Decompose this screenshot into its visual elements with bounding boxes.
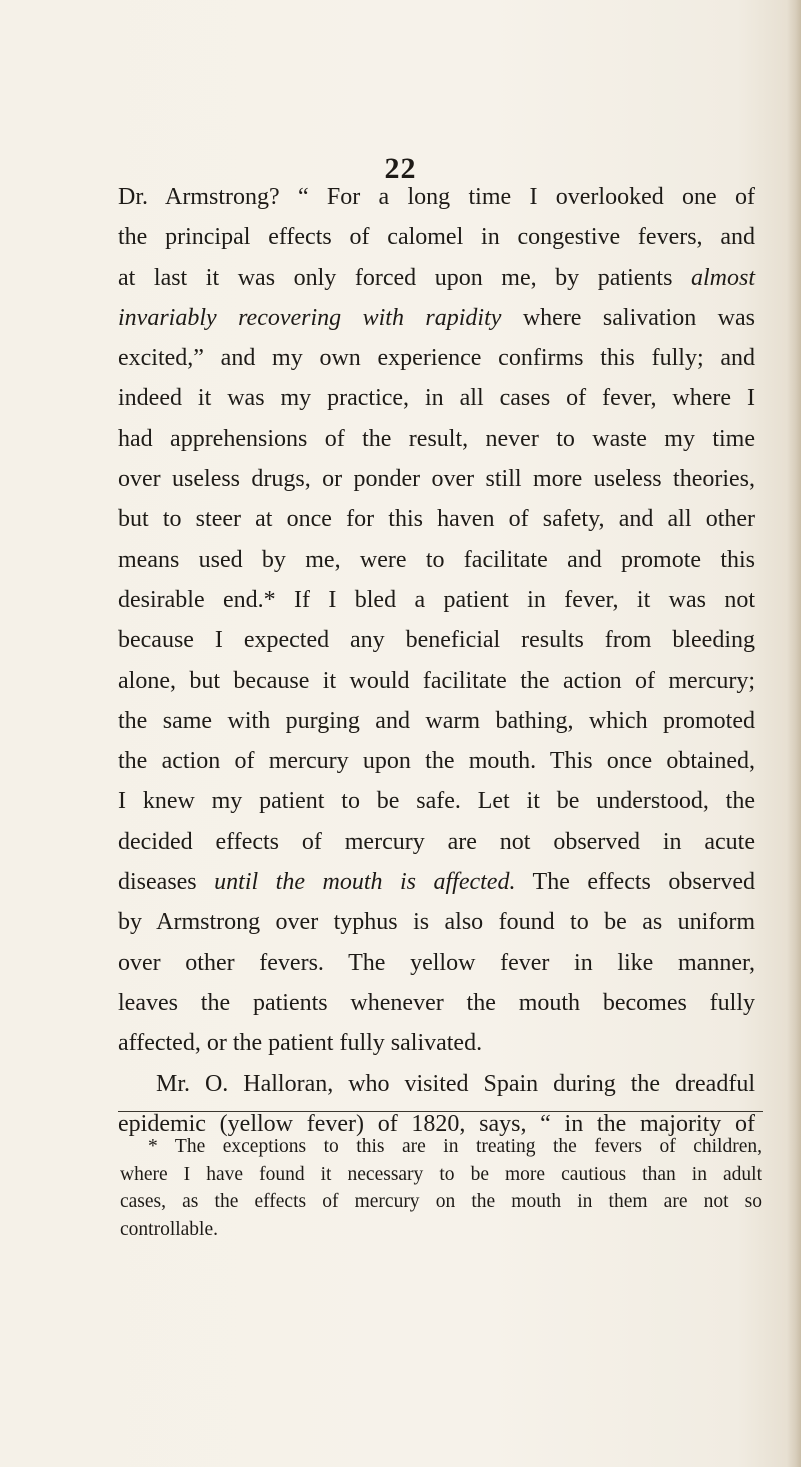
- text-line: [118, 822, 755, 862]
- text-line: [118, 419, 755, 459]
- text-segment: Mr. O. Halloran, who visited Spain during the dreadful: [156, 1070, 755, 1097]
- page-number: 22: [384, 152, 417, 185]
- footnote-line: controllable.: [120, 1218, 219, 1240]
- footnote-line: where I have found it necessary to be more cautious than in adult: [120, 1163, 762, 1185]
- page-edge-shadow: [787, 0, 801, 1467]
- italic-text: invariably recovering with rapidity: [118, 304, 502, 331]
- footnote: [120, 1133, 762, 1243]
- text-line: [118, 499, 755, 539]
- text-segment: leaves the patients whenever the mouth becomes fully: [118, 989, 755, 1016]
- text-segment: means used by me, were to facilitate and promote this: [118, 546, 755, 573]
- text-segment: but to steer at once for this haven of safety, and all other: [118, 506, 755, 533]
- text-segment: diseases: [118, 869, 215, 896]
- text-line: [118, 983, 755, 1023]
- text-segment: indeed it was my practice, in all cases of fever, where I: [118, 385, 755, 412]
- footnote-line: * The exceptions to this are in treating the fevers of children,: [148, 1136, 762, 1157]
- text-segment: I knew my patient to be safe. Let it be understood, the: [118, 788, 755, 815]
- text-segment: excited,” and my own experience confirms this fully; and: [118, 345, 755, 372]
- text-segment: the same with purging and warm bathing, which promoted: [118, 707, 755, 734]
- text-segment: desirable end.* If I bled a patient in fever, it was not: [118, 586, 755, 613]
- text-segment: because I expected any beneficial results from bleeding: [118, 627, 755, 654]
- text-line: [118, 459, 755, 499]
- italic-text: almost: [690, 264, 755, 291]
- text-line: [118, 661, 755, 701]
- text-line: [118, 781, 755, 821]
- text-segment: epidemic (yellow fever) of 1820, says, “ in the majority of: [118, 1110, 755, 1137]
- text-segment: had apprehensions of the result, never to waste my time: [118, 425, 755, 452]
- text-segment: decided effects of mercury are not observed in acute: [118, 828, 755, 855]
- body-text: [118, 177, 755, 1144]
- text-line: [118, 217, 755, 257]
- text-line: [118, 580, 755, 620]
- text-line: [118, 701, 755, 741]
- text-segment: Dr. Armstrong? “ For a long time I overlooked one of: [118, 184, 755, 210]
- text-segment: over useless drugs, or ponder over still more useless theories,: [118, 466, 755, 493]
- text-line: [118, 1023, 755, 1063]
- text-line: [118, 862, 755, 902]
- text-line: [118, 620, 755, 660]
- text-line: [118, 540, 755, 580]
- text-line: [118, 1064, 755, 1104]
- text-segment: over other fevers. The yellow fever in like manner,: [118, 949, 755, 976]
- footnote-line: cases, as the effects of mercury on the mouth in them are not so: [120, 1191, 762, 1212]
- text-line: [118, 258, 755, 298]
- text-line: [118, 177, 755, 217]
- italic-text: until the mouth is affected.: [214, 869, 516, 896]
- text-segment: affected, or the patient fully salivated.: [118, 1030, 483, 1057]
- text-segment: the principal effects of calomel in congestive fevers, and: [118, 224, 755, 251]
- text-line: [118, 378, 755, 418]
- text-segment: The effects observed: [515, 869, 756, 896]
- text-line: [118, 902, 755, 942]
- text-segment: alone, but because it would facilitate the action of mercury;: [118, 667, 755, 694]
- footnote-rule: [118, 1111, 763, 1112]
- text-line: [118, 298, 755, 338]
- text-line: [118, 338, 755, 378]
- text-line: [118, 741, 755, 781]
- text-segment: by Armstrong over typhus is also found to be as uniform: [118, 909, 755, 936]
- text-line: [118, 943, 755, 983]
- text-segment: the action of mercury upon the mouth. This once obtained,: [118, 748, 755, 775]
- text-segment: at last it was only forced upon me, by patients: [118, 264, 691, 291]
- text-segment: where salivation was: [501, 304, 755, 331]
